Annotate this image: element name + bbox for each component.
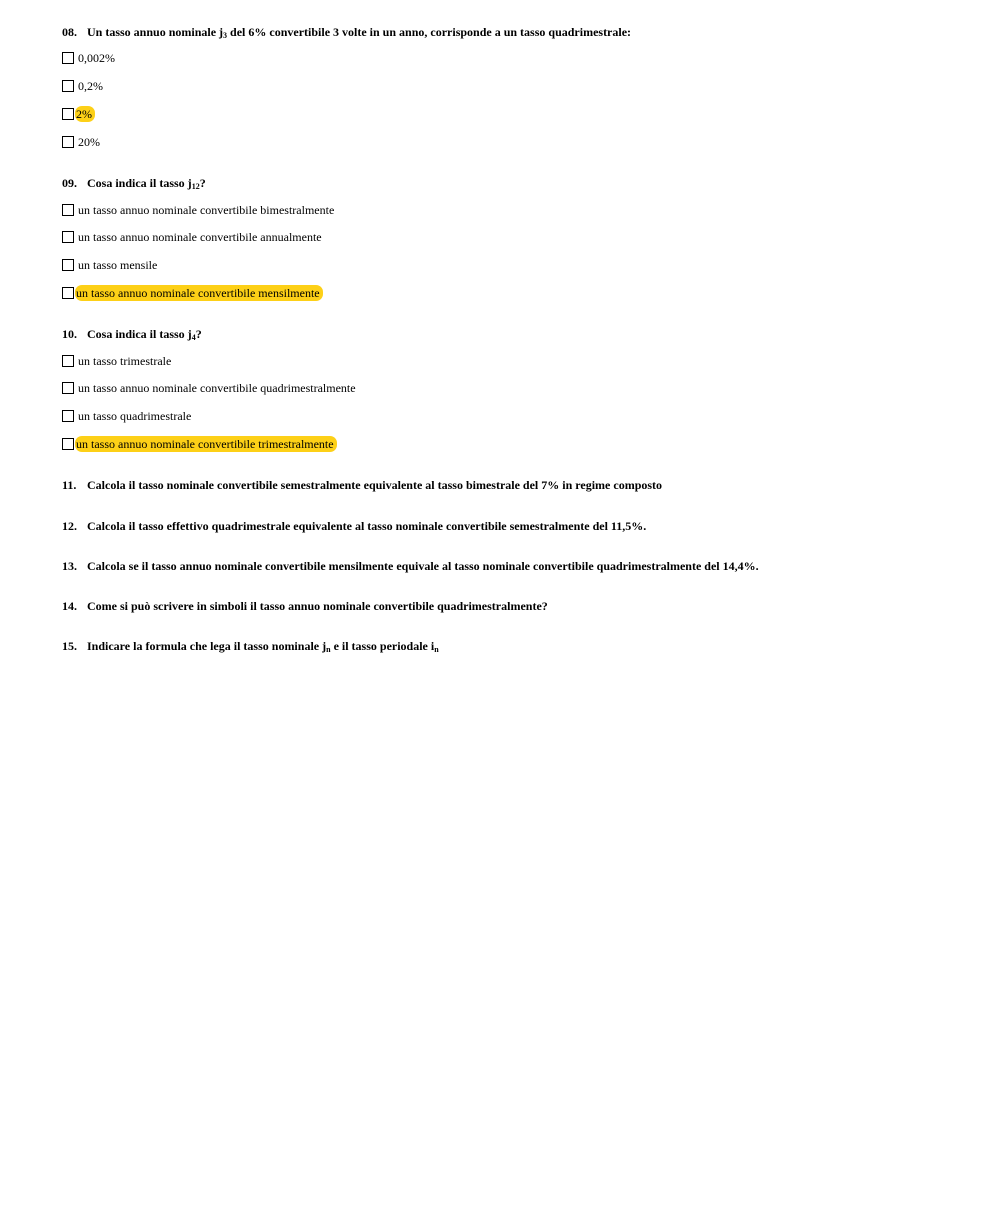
question-text-part: del 6% convertibile 3 volte in un anno, corrisponde a un tasso quadrimestrale: xyxy=(227,25,632,39)
question-number: 08. xyxy=(62,25,77,39)
question-text-part: e il tasso periodale i xyxy=(330,639,435,653)
question-number: 13. xyxy=(62,559,77,573)
question-text xyxy=(87,25,631,39)
checkbox[interactable] xyxy=(62,136,74,148)
checkbox[interactable] xyxy=(62,231,74,243)
option-label: 0,002% xyxy=(78,51,115,65)
question-10-title xyxy=(62,326,202,342)
option-label-highlighted: un tasso annuo nominale convertibile trimestralmente xyxy=(75,436,337,452)
option-09-b[interactable] xyxy=(62,229,323,245)
checkbox[interactable] xyxy=(62,355,74,367)
question-08-title xyxy=(62,24,631,40)
question-number: 11. xyxy=(62,478,77,492)
question-text: Calcola se il tasso annuo nominale convertibile mensilmente equivale al tasso nominale convertibile quadrimestralmente del 14,4%. xyxy=(87,559,759,573)
question-text-part: ? xyxy=(199,176,206,190)
subscript: 4 xyxy=(191,333,196,342)
option-label: un tasso annuo nominale convertibile bimestralmente xyxy=(78,203,335,217)
question-text: Calcola il tasso effettivo quadrimestrale equivalente al tasso nominale convertibile semestralmente del 11,5%. xyxy=(87,519,647,533)
option-label: un tasso mensile xyxy=(78,258,158,272)
checkbox[interactable] xyxy=(62,108,74,120)
checkbox[interactable] xyxy=(62,287,74,299)
option-09-c[interactable] xyxy=(62,257,158,273)
option-label: un tasso annuo nominale convertibile annualmente xyxy=(78,230,322,244)
option-label: 20% xyxy=(78,135,100,149)
question-14-title xyxy=(62,598,548,614)
option-label-highlighted: un tasso annuo nominale convertibile mensilmente xyxy=(75,285,323,301)
question-15-title xyxy=(62,638,439,654)
question-text-part: Cosa indica il tasso j xyxy=(87,327,192,341)
option-09-d[interactable] xyxy=(62,285,323,301)
question-12-title xyxy=(62,518,646,534)
subscript: 12 xyxy=(191,182,200,191)
checkbox[interactable] xyxy=(62,204,74,216)
checkbox[interactable] xyxy=(62,410,74,422)
question-text-part: Cosa indica il tasso j xyxy=(87,176,192,190)
question-number: 10. xyxy=(62,327,77,341)
option-09-a[interactable] xyxy=(62,202,335,218)
option-08-c[interactable] xyxy=(62,106,95,122)
question-09-title xyxy=(62,175,206,191)
question-text xyxy=(87,176,206,190)
checkbox[interactable] xyxy=(62,259,74,271)
option-label: un tasso quadrimestrale xyxy=(78,409,192,423)
option-label: 0,2% xyxy=(78,79,103,93)
question-text: Calcola il tasso nominale convertibile semestralmente equivalente al tasso bimestrale del 7% in regime composto xyxy=(87,478,663,492)
question-text-part: Indicare la formula che lega il tasso nominale j xyxy=(87,639,327,653)
question-text xyxy=(87,327,202,341)
option-08-d[interactable] xyxy=(62,134,101,150)
option-label-highlighted: 2% xyxy=(75,106,95,122)
question-text-part: ? xyxy=(195,327,202,341)
option-label: un tasso annuo nominale convertibile quadrimestralmente xyxy=(78,381,356,395)
option-08-b[interactable] xyxy=(62,78,104,94)
question-text-part: Un tasso annuo nominale j xyxy=(87,25,224,39)
checkbox[interactable] xyxy=(62,80,74,92)
question-text: Come si può scrivere in simboli il tasso annuo nominale convertibile quadrimestralmente? xyxy=(87,599,548,613)
option-label: un tasso trimestrale xyxy=(78,354,172,368)
option-10-d[interactable] xyxy=(62,436,337,452)
option-08-a[interactable] xyxy=(62,50,116,66)
subscript: n xyxy=(434,645,439,654)
question-number: 12. xyxy=(62,519,77,533)
checkbox[interactable] xyxy=(62,382,74,394)
checkbox[interactable] xyxy=(62,52,74,64)
option-10-b[interactable] xyxy=(62,380,357,396)
question-11-title xyxy=(62,477,662,493)
question-number: 15. xyxy=(62,639,77,653)
checkbox[interactable] xyxy=(62,438,74,450)
subscript: n xyxy=(326,645,331,654)
subscript: 3 xyxy=(223,31,228,40)
question-number: 14. xyxy=(62,599,77,613)
option-10-c[interactable] xyxy=(62,408,192,424)
question-13-title xyxy=(62,558,759,574)
question-number: 09. xyxy=(62,176,77,190)
option-10-a[interactable] xyxy=(62,353,172,369)
question-text xyxy=(87,639,439,653)
